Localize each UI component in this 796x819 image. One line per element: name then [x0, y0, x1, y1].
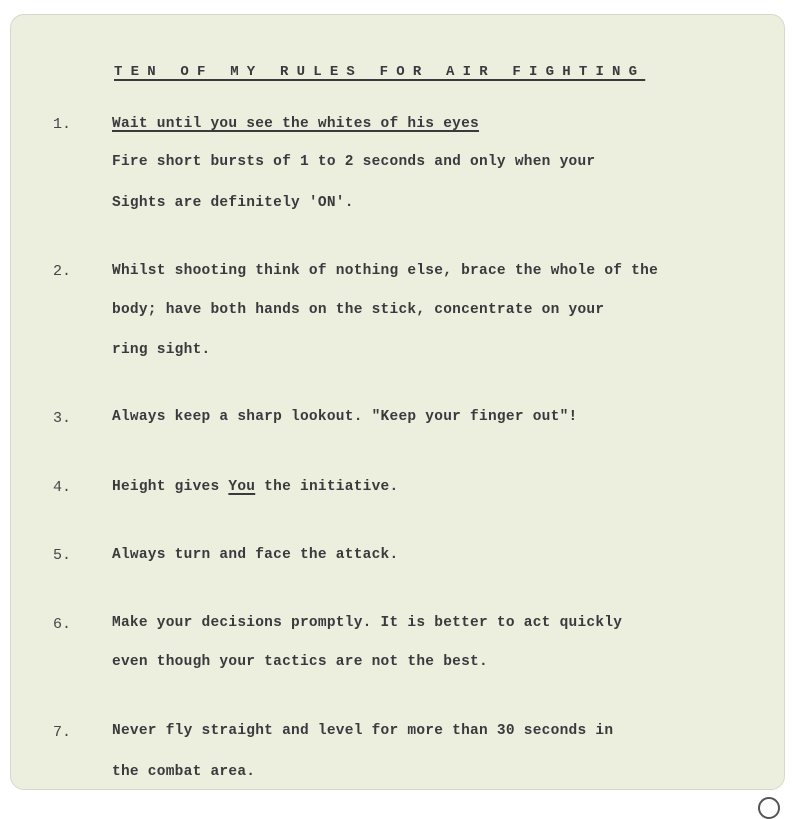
rule-number-2: 2.	[53, 263, 72, 280]
rule-3-line-1: Always keep a sharp lookout. "Keep your finger out"!	[112, 409, 578, 425]
rule-4-emphasis: You	[228, 479, 256, 495]
rule-7-line-1: Never fly straight and level for more than 30 seconds in	[112, 723, 614, 739]
rule-1-line-3: Sights are definitely 'ON'.	[112, 195, 354, 211]
rule-2-line-3: ring sight.	[112, 342, 211, 358]
rule-6-line-1: Make your decisions promptly. It is better to act quickly	[112, 615, 623, 631]
rule-4-text-b: the initiative.	[255, 479, 399, 495]
document-title: TEN OF MY RULES FOR AIR FIGHTING	[114, 64, 646, 80]
rule-2-line-2: body; have both hands on the stick, concentrate on your	[112, 302, 605, 318]
rule-5-line-1: Always turn and face the attack.	[112, 547, 399, 563]
document-card	[10, 14, 785, 790]
rule-1-line-2: Fire short bursts of 1 to 2 seconds and only when your	[112, 154, 596, 170]
rule-1-line-1: Wait until you see the whites of his eyes	[112, 116, 480, 132]
rule-number-4: 4.	[53, 479, 72, 496]
rule-number-7: 7.	[53, 724, 72, 741]
rule-number-6: 6.	[53, 616, 72, 633]
rule-number-5: 5.	[53, 547, 72, 564]
rule-4-text-a: Height gives	[112, 479, 229, 495]
typed-document	[11, 15, 784, 789]
rule-7-line-2: the combat area.	[112, 764, 256, 780]
rule-6-line-2: even though your tactics are not the best.	[112, 654, 488, 670]
rule-number-3: 3.	[53, 410, 72, 427]
rule-number-1: 1.	[53, 116, 72, 133]
rule-4-line-1	[112, 479, 398, 495]
rule-2-line-1: Whilst shooting think of nothing else, brace the whole of the	[112, 263, 659, 279]
circle-icon	[758, 797, 780, 819]
